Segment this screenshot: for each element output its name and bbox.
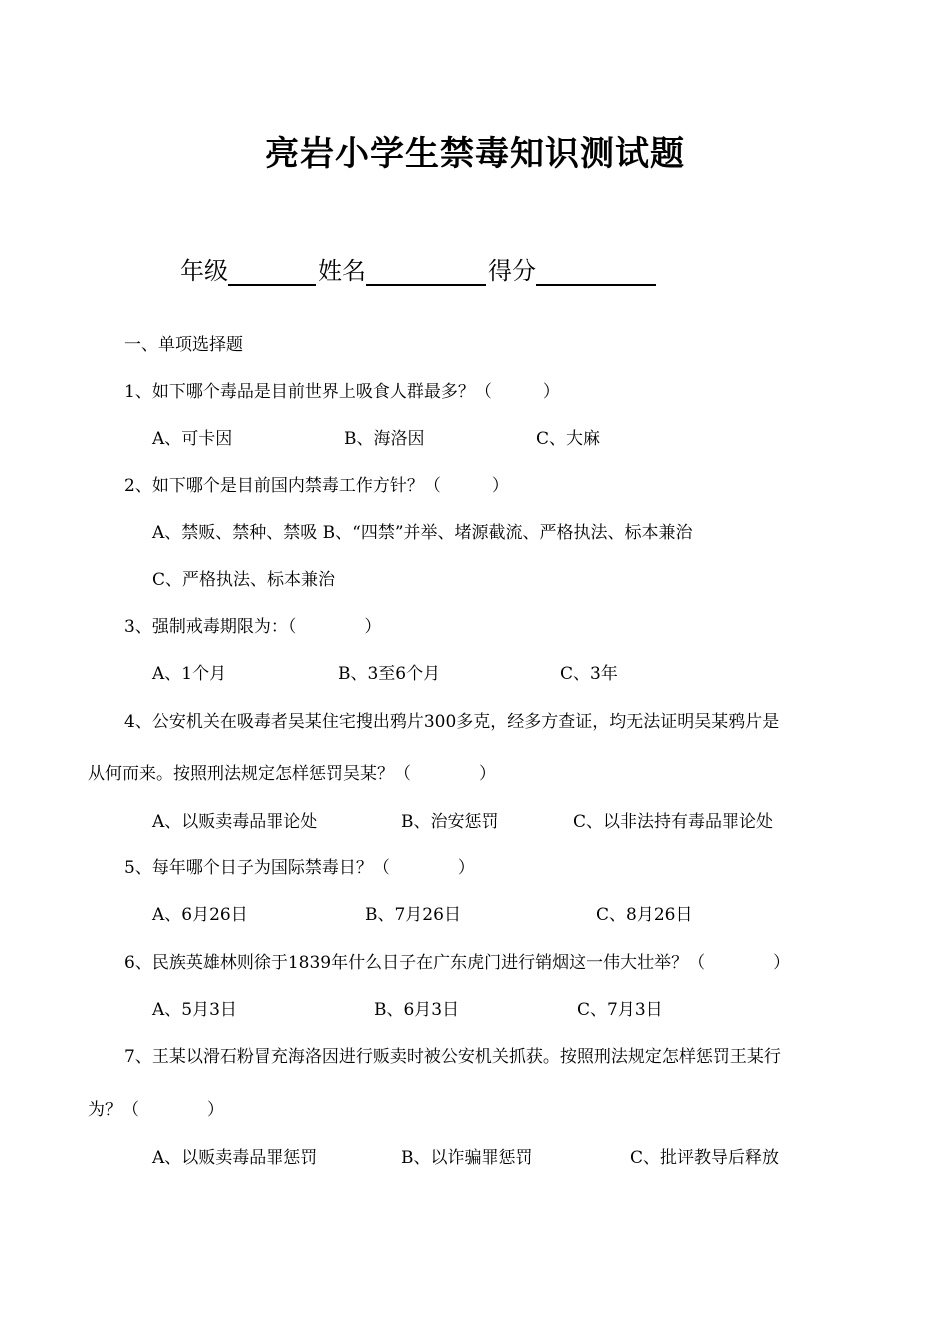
option-a: A、5月3日: [152, 1000, 237, 1020]
question-4: 4、公安机关在吸毒者吴某住宅搜出鸦片300多克，经多方查证，均无法证明吴某鸦片是: [124, 712, 780, 732]
question-5: 5、每年哪个日子为国际禁毒日？（ ）: [124, 858, 475, 878]
question-2: 2、如下哪个是目前国内禁毒工作方针？（ ）: [124, 476, 509, 496]
option-c: C、8月26日: [596, 905, 693, 925]
question-6: 6、民族英雄林则徐于1839年什么日子在广东虎门进行销烟这一伟大壮举？（ ）: [124, 953, 791, 973]
question-1: 1、如下哪个毒品是目前世界上吸食人群最多？（ ）: [124, 382, 560, 402]
option-b: B、以诈骗罪惩罚: [401, 1148, 533, 1168]
option-c: C、7月3日: [577, 1000, 663, 1020]
option-a: A、以贩卖毒品罪论处: [152, 812, 318, 832]
grade-blank: [228, 258, 316, 286]
question-2-options-line-1: A、禁贩、禁种、禁吸 B、“四禁”并举、堵源截流、严格执法、标本兼治: [152, 523, 693, 543]
name-blank: [366, 258, 486, 286]
option-c: C、大麻: [536, 429, 601, 449]
score-label: 得分: [488, 257, 536, 285]
option-a: A、1个月: [152, 664, 227, 684]
page-title: 亮岩小学生禁毒知识测试题: [265, 134, 685, 174]
option-c: C、以非法持有毒品罪论处: [573, 812, 774, 832]
option-b: B、6月3日: [374, 1000, 460, 1020]
option-a: A、6月26日: [152, 905, 248, 925]
score-blank: [536, 258, 656, 286]
question-2-options-line-2: C、严格执法、标本兼治: [152, 570, 336, 590]
question-7-continued: 为？（ ）: [88, 1100, 224, 1120]
option-b: B、治安惩罚: [401, 812, 499, 832]
option-b: B、3至6个月: [338, 664, 441, 684]
question-3: 3、强制戒毒期限为：（ ）: [124, 617, 382, 637]
option-a: A、可卡因: [152, 429, 233, 449]
grade-label: 年级: [180, 257, 228, 285]
section-heading: 一、单项选择题: [124, 335, 243, 355]
question-7: 7、王某以滑石粉冒充海洛因进行贩卖时被公安机关抓获。按照刑法规定怎样惩罚王某行: [124, 1047, 781, 1067]
student-info-row: [180, 251, 658, 286]
option-b: B、7月26日: [365, 905, 461, 925]
option-a: A、以贩卖毒品罪惩罚: [152, 1148, 318, 1168]
option-c: C、3年: [560, 664, 618, 684]
option-c: C、批评教导后释放: [630, 1148, 780, 1168]
name-label: 姓名: [318, 257, 366, 285]
option-b: B、海洛因: [344, 429, 425, 449]
question-4-continued: 从何而来。按照刑法规定怎样惩罚吴某？（ ）: [88, 764, 496, 784]
